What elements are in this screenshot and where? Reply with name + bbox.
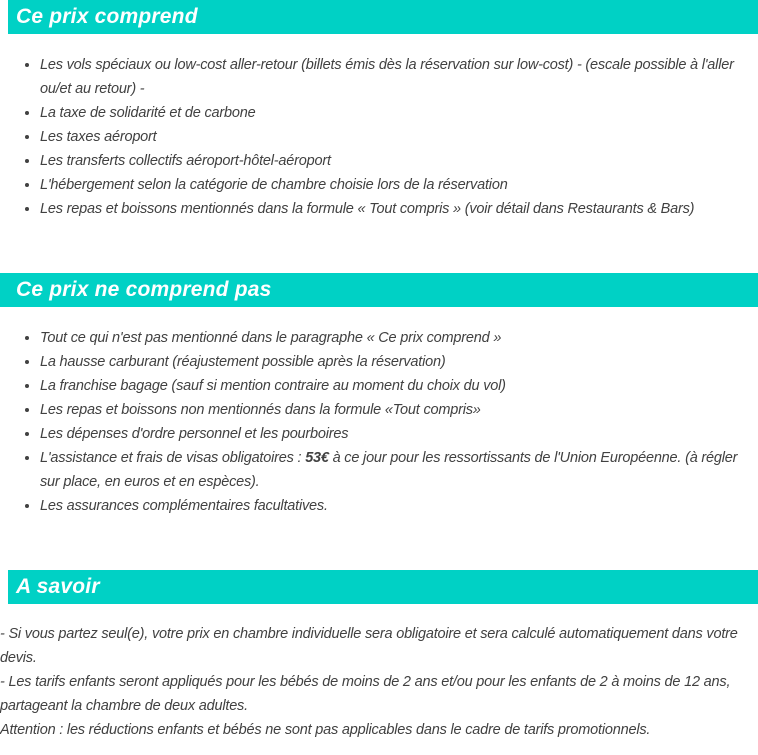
visa-fee-text-suffix: à ce jour pour les ressortissants de l'Union Européenne. (à régler sur place, en euros et en espèces). bbox=[40, 450, 738, 490]
list-item: • La hausse carburant (réajustement possible après la réservation) bbox=[40, 350, 758, 374]
list-item: • Les transferts collectifs aéroport-hôtel-aéroport bbox=[40, 149, 758, 173]
price-excludes-list bbox=[0, 326, 758, 518]
list-item: • L'hébergement selon la catégorie de chambre choisie lors de la réservation bbox=[40, 173, 758, 197]
section-header-price-excludes bbox=[0, 273, 758, 307]
section-price-excludes bbox=[0, 273, 758, 518]
list-item: • Les taxes aéroport bbox=[40, 125, 758, 149]
good-to-know-notes bbox=[0, 622, 758, 742]
visa-fee-amount: 53€ bbox=[305, 450, 329, 466]
section-header-price-includes bbox=[8, 0, 758, 34]
note-promo-warning: Attention : les réductions enfants et bébés ne sont pas applicables dans le cadre de tarifs promotionnels. bbox=[0, 722, 651, 738]
list-item: • Les assurances complémentaires facultatives. bbox=[40, 494, 758, 518]
section-title-price-includes: Ce prix comprend bbox=[16, 5, 198, 28]
list-item: • Les repas et boissons mentionnés dans la formule « Tout compris » (voir détail dans Restaurants & Bars) bbox=[40, 197, 758, 221]
section-title-good-to-know: A savoir bbox=[16, 575, 100, 598]
note-single-room: - Si vous partez seul(e), votre prix en chambre individuelle sera obligatoire et sera calculé automatiquement dans votre devis. bbox=[0, 626, 738, 666]
list-item: • La taxe de solidarité et de carbone bbox=[40, 101, 758, 125]
section-title-price-excludes: Ce prix ne comprend pas bbox=[16, 278, 272, 301]
list-item: • Les vols spéciaux ou low-cost aller-retour (billets émis dès la réservation sur low-cost) - (escale possible à l'aller ou/et au retour) - bbox=[40, 53, 758, 101]
list-item-visa-fee bbox=[40, 446, 758, 494]
visa-fee-text-prefix: L'assistance et frais de visas obligatoires : bbox=[40, 450, 306, 466]
note-child-rates: - Les tarifs enfants seront appliqués pour les bébés de moins de 2 ans et/ou pour les enfants de 2 à moins de 12 ans, partageant la chambre de deux adultes. bbox=[0, 674, 731, 714]
section-good-to-know bbox=[0, 570, 758, 742]
list-item: • Les repas et boissons non mentionnés dans la formule «Tout compris» bbox=[40, 398, 758, 422]
list-item: • La franchise bagage (sauf si mention contraire au moment du choix du vol) bbox=[40, 374, 758, 398]
price-includes-list bbox=[0, 53, 758, 221]
section-price-includes bbox=[0, 0, 758, 221]
list-item: • Tout ce qui n'est pas mentionné dans le paragraphe « Ce prix comprend » bbox=[40, 326, 758, 350]
section-header-good-to-know bbox=[8, 570, 758, 604]
list-item: • Les dépenses d'ordre personnel et les pourboires bbox=[40, 422, 758, 446]
